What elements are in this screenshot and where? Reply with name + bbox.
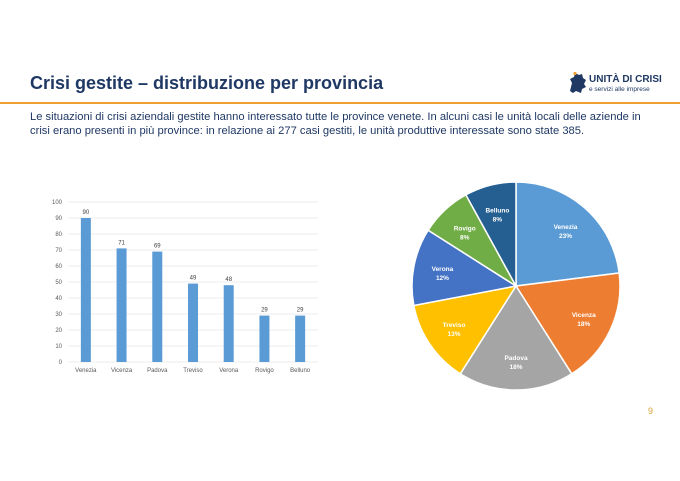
bar-value-label: 90 (82, 210, 90, 216)
logo-name: UNITÀ DI CRISI (589, 74, 662, 85)
bar-treviso (188, 284, 198, 362)
pie-slice-name: Treviso (442, 322, 466, 330)
bar-padova (152, 252, 162, 362)
y-tick-label: 0 (58, 360, 62, 366)
pie-slice-percent: 12% (435, 274, 449, 282)
header-divider (0, 102, 680, 104)
pie-chart (400, 175, 640, 405)
pie-slice-name: Padova (504, 354, 528, 362)
x-tick-label: Rovigo (255, 368, 274, 374)
x-tick-label: Venezia (75, 368, 97, 374)
y-tick-label: 50 (55, 280, 62, 286)
x-tick-label: Treviso (183, 368, 203, 374)
bar-value-label: 69 (153, 243, 161, 250)
pie-slice-percent: 13% (447, 331, 461, 339)
y-tick-label: 20 (55, 328, 62, 334)
y-tick-label: 100 (51, 200, 62, 206)
pie-slice-name: Vicenza (571, 311, 596, 319)
bar-value-label: 71 (118, 240, 125, 247)
y-tick-label: 80 (55, 232, 62, 238)
x-tick-label: Belluno (290, 368, 311, 374)
bar-venezia (81, 218, 91, 362)
bar-chart (40, 190, 330, 380)
bar-value-label: 49 (189, 275, 197, 282)
y-tick-label: 40 (55, 296, 62, 302)
bar-rovigo (259, 316, 269, 362)
logo-icon (567, 71, 589, 95)
pie-slice-percent: 18% (577, 320, 591, 328)
y-tick-label: 30 (55, 312, 62, 318)
y-tick-label: 70 (55, 248, 62, 254)
pie-slice-percent: 23% (559, 232, 573, 240)
pie-slice-name: Belluno (485, 207, 510, 215)
y-tick-label: 10 (55, 344, 62, 350)
intro-paragraph: Le situazioni di crisi aziendali gestite hanno interessato tutte le province venete. In alcuni casi le unità locali delle aziende in crisi erano presenti in più province: in relazione ai 277 casi gestiti, le unità produttive interessate sono state 385. (30, 111, 641, 137)
pie-slice-name: Rovigo (453, 225, 476, 233)
logo-tagline: e servizi alle imprese (589, 86, 650, 93)
y-tick-label: 90 (55, 216, 62, 222)
logo (567, 71, 667, 101)
page-number: 9 (648, 406, 654, 416)
y-tick-label: 60 (55, 264, 62, 270)
pie-slice-percent: 18% (509, 363, 523, 371)
x-tick-label: Padova (147, 368, 168, 374)
bar-value-label: 29 (296, 307, 304, 314)
bar-verona (224, 285, 234, 362)
pie-slice-percent: 8% (460, 234, 470, 242)
pie-slice-name: Venezia (553, 223, 578, 231)
page-title: Crisi gestite – distribuzione per provincia (30, 73, 384, 93)
bar-value-label: 29 (261, 307, 268, 314)
pie-slice-percent: 8% (492, 216, 503, 224)
x-tick-label: Vicenza (110, 368, 133, 374)
pie-slice-name: Verona (431, 265, 454, 273)
bar-belluno (295, 316, 305, 362)
x-tick-label: Verona (219, 368, 239, 374)
bar-value-label: 48 (225, 277, 233, 284)
bar-vicenza (117, 248, 127, 362)
